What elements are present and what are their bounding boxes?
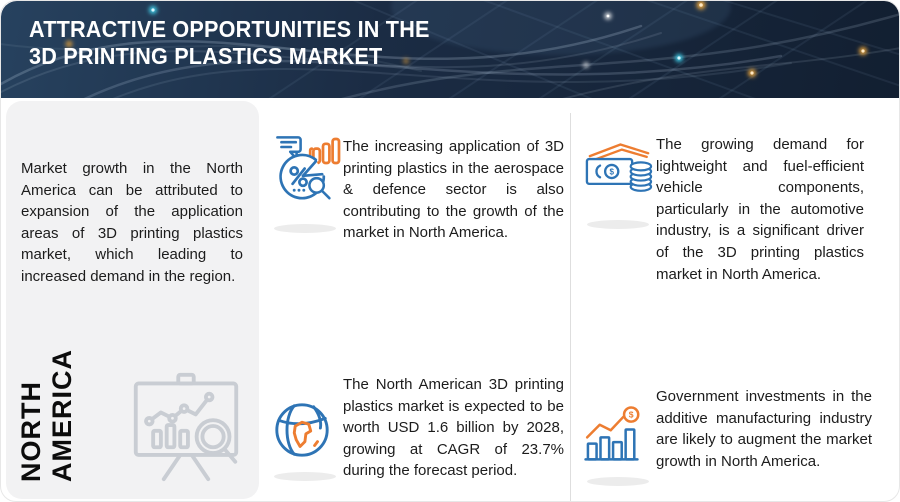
opportunity-card-forecast	[271, 373, 564, 482]
globe-icon	[271, 399, 333, 461]
column-divider	[570, 113, 571, 501]
opportunity-text-automotive: The growing demand for lightweight and fuel-efficient vehicle components, particularly in the automotive industry, is a significant driver of the 3D printing plastics market in North America.	[656, 136, 864, 283]
opportunity-card-aerospace	[271, 129, 564, 244]
page-title	[29, 16, 430, 70]
region-summary-text: Market growth in the North America can be attributed to expansion of the application areas of 3D printing plastics market, which leading to increased demand in the region.	[21, 160, 243, 285]
page-title-line1: ATTRACTIVE OPPORTUNITIES IN THE	[29, 16, 430, 42]
svg-text:$: $	[609, 167, 614, 177]
region-label	[16, 350, 78, 482]
growth-bars-dollar-icon	[584, 404, 650, 466]
header-banner	[1, 1, 900, 98]
icon-shadow	[274, 472, 336, 481]
region-label-line2: AMERICA	[47, 349, 77, 482]
market-research-easel-icon	[127, 369, 245, 483]
page-title-line2: 3D PRINTING PLASTICS MARKET	[29, 43, 383, 69]
opportunity-text-government: Government investments in the additive manufacturing industry are likely to augment the market growth in North America.	[656, 388, 872, 470]
region-label-line1: NORTH	[16, 381, 46, 482]
opportunity-card-government	[584, 386, 876, 486]
banknotes-coins-icon	[584, 131, 654, 209]
opportunity-card-automotive	[584, 131, 866, 285]
icon-shadow	[587, 477, 649, 486]
svg-text:$: $	[628, 409, 634, 420]
opportunity-text-aerospace: The increasing application of 3D printing plastics in the aerospace & defence sector is also contributing to the growth of the market in North America.	[343, 138, 564, 242]
icon-shadow	[587, 220, 649, 229]
pie-analytics-icon	[271, 129, 343, 213]
icon-shadow	[274, 224, 336, 233]
opportunity-text-forecast: The North American 3D printing plastics market is expected to be worth USD 1.6 billion by 2028, growing at CAGR of 23.7% during the forecast period.	[343, 376, 564, 480]
